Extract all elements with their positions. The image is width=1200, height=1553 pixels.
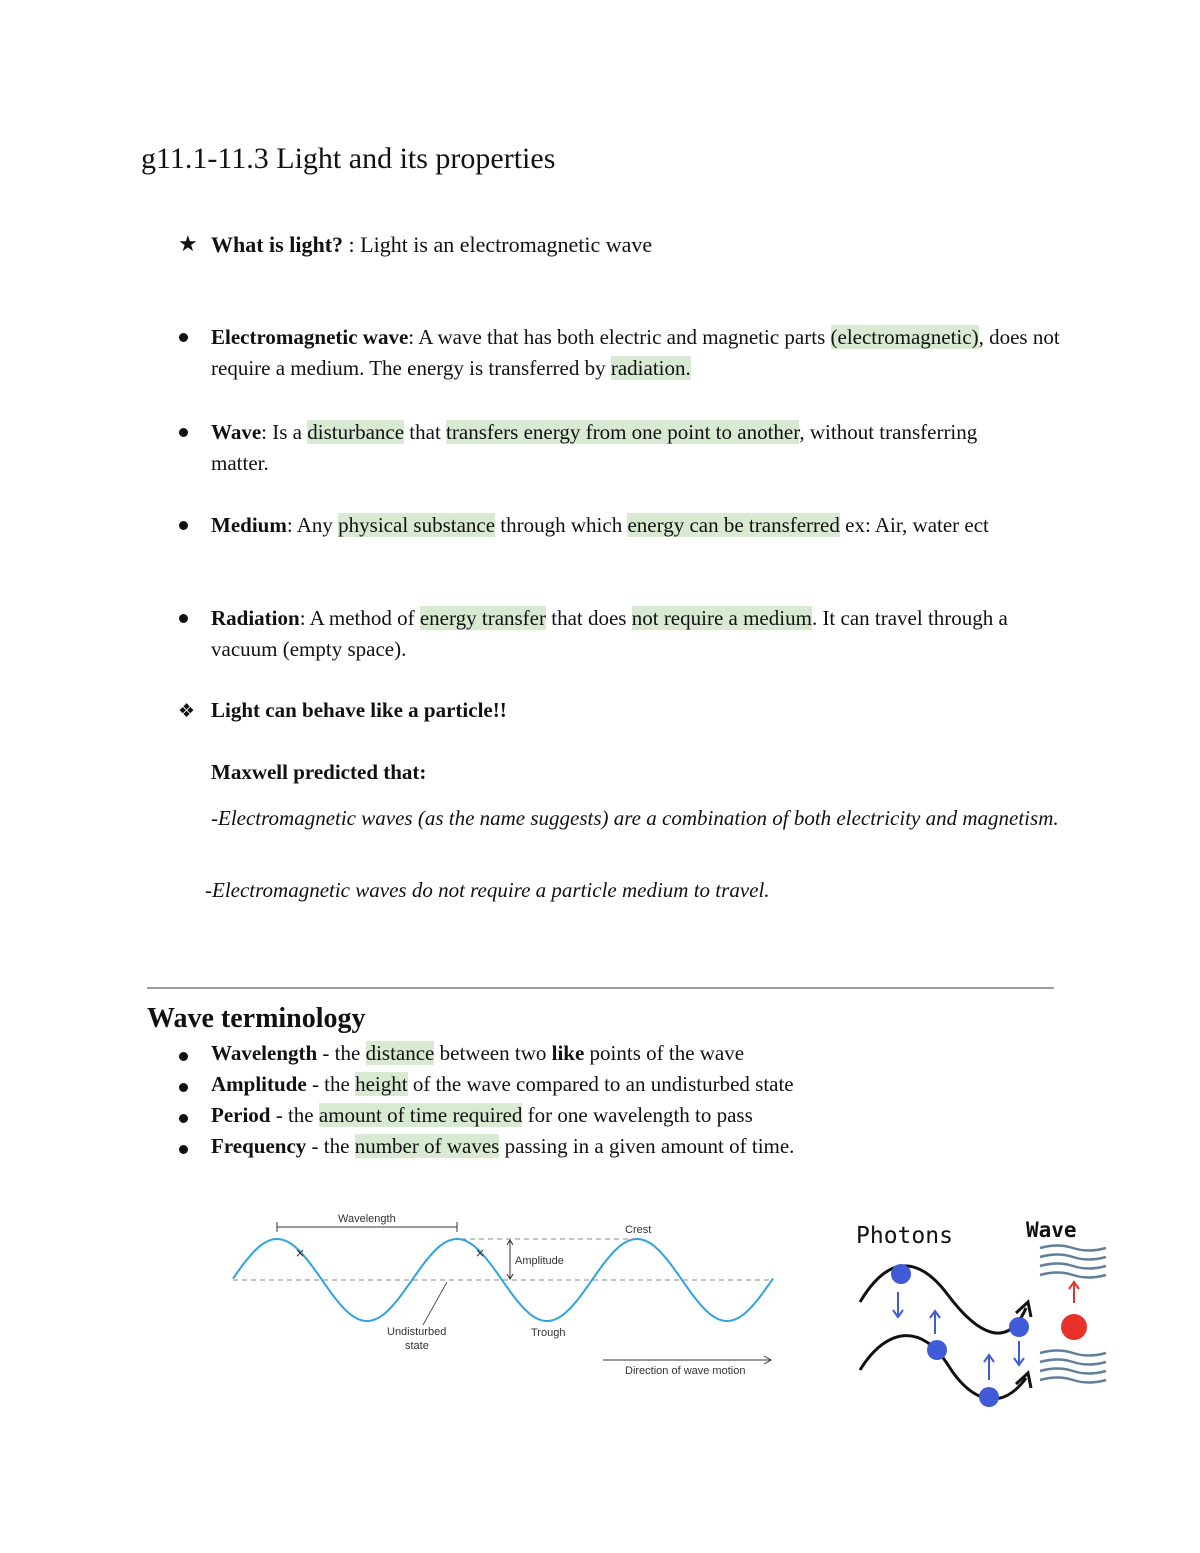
bullet-dot-icon — [179, 428, 188, 437]
undisturbed-label-line2: state — [405, 1340, 429, 1352]
definition-radiation — [211, 603, 1031, 665]
highlight: distance — [365, 1041, 435, 1065]
question-answer: : Light is an electromagnetic wave — [348, 232, 653, 257]
wave-line — [1040, 1264, 1106, 1269]
definition-text: : A method of — [299, 606, 420, 630]
bullet-dot-icon — [179, 1083, 188, 1092]
red-particle — [1061, 1314, 1087, 1340]
bullet-dot-icon — [179, 614, 188, 623]
highlight: number of waves — [354, 1134, 500, 1158]
definition-medium — [211, 510, 1061, 541]
definition-text: : Is a — [261, 420, 308, 444]
wave-line — [1040, 1369, 1106, 1374]
wave-lines-lower — [1040, 1351, 1106, 1383]
term-frequency — [211, 1134, 794, 1159]
wave-lines-upper — [1040, 1246, 1106, 1278]
definition-text: that does — [546, 606, 632, 630]
term: Wavelength — [211, 1041, 318, 1065]
bold-word: like — [551, 1041, 585, 1065]
term-text: - the — [306, 1134, 355, 1158]
crest-label: Crest — [625, 1224, 652, 1236]
term: Frequency — [211, 1134, 307, 1158]
term-text: - the — [270, 1103, 319, 1127]
wave-line — [1040, 1273, 1106, 1278]
undisturbed-pointer — [423, 1282, 447, 1325]
photon-path-upper — [860, 1266, 1026, 1333]
bullet-dot-icon — [179, 1114, 188, 1123]
definition-text: : A wave that has both electric and magnetic parts — [408, 325, 831, 349]
term: Period — [211, 1103, 271, 1127]
undisturbed-label: Undisturbed — [387, 1326, 447, 1338]
wavelength-label: Wavelength — [338, 1213, 396, 1225]
photon-dot — [891, 1264, 911, 1284]
diamond-bullet-icon: ❖ — [178, 700, 196, 722]
definition-text: that — [404, 420, 447, 444]
bullet-dot-icon — [179, 1052, 188, 1061]
term-period — [211, 1103, 753, 1128]
wave-terminology-diagram — [225, 1205, 785, 1390]
photon-dot — [927, 1340, 947, 1360]
highlight: not require a medium — [631, 606, 812, 630]
term-text: between two — [434, 1041, 552, 1065]
like-point-marker-icon: × — [475, 1246, 486, 1260]
definition-text: : Any — [286, 513, 339, 537]
bullet-dot-icon — [179, 1145, 188, 1154]
highlight: disturbance — [307, 420, 405, 444]
term: Electromagnetic wave — [211, 325, 409, 349]
highlight: transfers energy from one point to another — [446, 420, 800, 444]
term-text: of the wave compared to an undisturbed state — [407, 1072, 794, 1096]
star-bullet-icon: ★ — [178, 232, 198, 257]
wave-line — [1040, 1360, 1106, 1365]
amplitude-label: Amplitude — [515, 1255, 564, 1267]
wave-terminology-heading: Wave terminology — [147, 1003, 366, 1034]
definition-text: , without transferring matter. — [211, 420, 978, 475]
definition-wave — [211, 417, 981, 479]
photons-label: Photons — [856, 1223, 953, 1249]
maxwell-heading: Maxwell predicted that: — [211, 760, 427, 784]
highlight: amount of time required — [318, 1103, 523, 1127]
definition-text: through which — [495, 513, 628, 537]
question-label: What is light? — [211, 232, 349, 257]
term-amplitude — [211, 1072, 794, 1097]
bullet-dot-icon — [179, 521, 188, 530]
particle-note-text: Light can behave like a particle!! — [211, 698, 507, 722]
highlight: energy transfer — [419, 606, 546, 630]
term: Radiation — [211, 606, 300, 630]
maxwell-line-2: -Electromagnetic waves do not require a particle medium to travel. — [205, 878, 770, 902]
term-text: points of the wave — [584, 1041, 745, 1065]
highlight: energy can be transferred — [627, 513, 840, 537]
highlight: physical substance — [338, 513, 496, 537]
photon-dot — [979, 1387, 999, 1407]
term-wavelength — [211, 1041, 744, 1066]
definition-text: ex: Air, water ect — [839, 513, 989, 537]
wave-line — [1040, 1255, 1106, 1260]
definition-em-wave — [211, 322, 1071, 384]
like-point-marker-icon: × — [295, 1246, 306, 1260]
highlight: radiation. — [610, 356, 691, 380]
document-title: g11.1-11.3 Light and its properties — [141, 142, 556, 175]
direction-label: Direction of wave motion — [625, 1365, 746, 1377]
term: Medium — [211, 513, 287, 537]
photon-dot — [1009, 1317, 1029, 1337]
trough-label: Trough — [531, 1327, 566, 1339]
wave-line — [1040, 1378, 1106, 1383]
definition-text: , does not require a medium. The energy is transferred by — [211, 325, 1060, 380]
term-text: passing in a given amount of time. — [499, 1134, 795, 1158]
highlight: height — [355, 1072, 408, 1096]
wave-line — [1040, 1246, 1106, 1251]
definition-text: . It can travel through a vacuum (empty space). — [211, 606, 1008, 661]
photon-wave-diagram — [848, 1210, 1118, 1415]
term: Wave — [211, 420, 262, 444]
horizontal-divider — [147, 987, 1054, 989]
bullet-dot-icon — [179, 333, 188, 342]
term-text: - the — [306, 1072, 356, 1096]
wave-line — [1040, 1351, 1106, 1356]
wave-label: Wave — [1026, 1218, 1077, 1242]
highlight: (electromagnetic) — [830, 325, 979, 349]
term-text: for one wavelength to pass — [522, 1103, 753, 1127]
term: Amplitude — [211, 1072, 307, 1096]
term-text: - the — [317, 1041, 366, 1065]
maxwell-line-1: -Electromagnetic waves (as the name suggests) are a combination of both electricity and magnetism. — [211, 806, 1059, 830]
